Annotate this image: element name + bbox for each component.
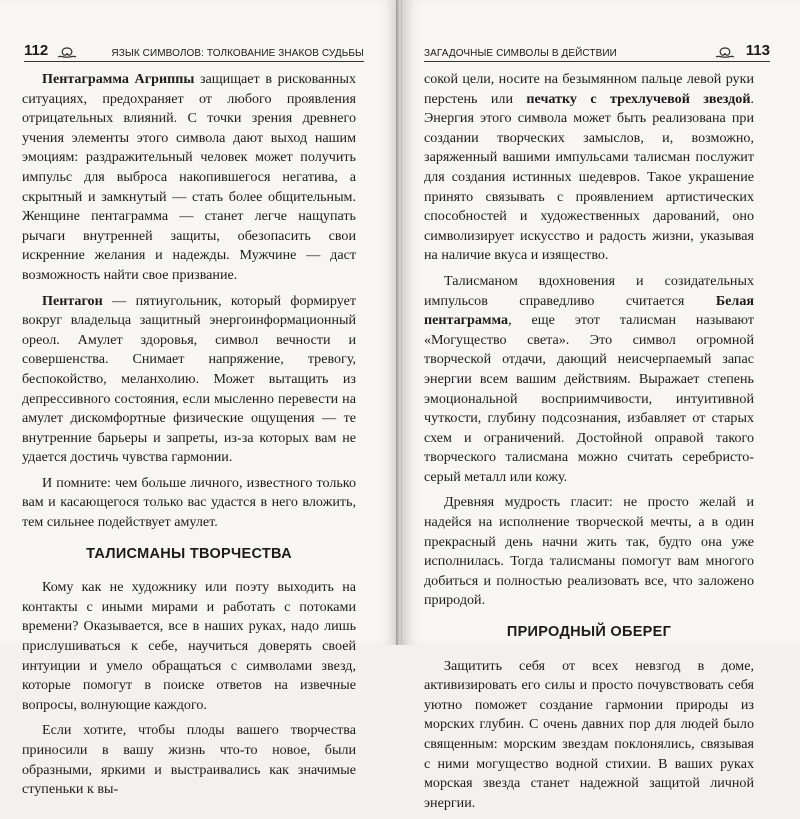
- right-page-header: [424, 42, 770, 62]
- term: Пентаграмма Агриппы: [42, 71, 195, 87]
- paragraph: Талисманом вдохновения и созидательных импульсов справедливо считается Белая пентаграмма, еще этот талисман называют «Могущество света». Это символ огромной творческой отдачи, дающий неисчерпаемый запас энергии всем вашим действиям. Выражает степень эмоциональной восприимчивости, интуитивной чуткости, глубину подсознания, избавляет от старых схем и ограничений. Достойной оправой такого творческого талисмана можно считать серебристо-серый металл или кожу.: [424, 272, 754, 485]
- running-title: ЗАГАДОЧНЫЕ СИМВОЛЫ В ДЕЙСТВИИ: [424, 48, 617, 59]
- paragraph: Древняя мудрость гласит: не просто желай и надейся на исполнение творческой мечты, а в один прекрасный день начни жить так, будто она уже исполнилась. Тогда талисманы помогут вам многого добиться и полностью реализовать все, что заложено природой.: [424, 494, 754, 609]
- ornament-icon: [56, 46, 78, 60]
- left-page-header: [24, 42, 364, 62]
- paragraph: Защитить себя от всех невзгод в доме, активизировать его силы и просто почувствовать себя уютно поможет создание гармонии природы из морских глубин. С очень давних пор для людей было священным: морским звездам поклонялись, связывая с ними могущество водной стихии. В ваших руках морская звезда станет надежной защитой личной энергии.: [424, 657, 754, 811]
- paragraph: Кому как не художнику или поэту выходить на контакты с иными мирами и работать с потоками времени? Оказывается, все в наших руках, надо лишь прислушиваться к себе, научиться доверять своей интуиции и умело обращаться с символами звезд, которые помогут в поиске ответов на извечные вопросы, волнующие каждого.: [22, 579, 356, 713]
- paragraph: сокой цели, носите на безымянном пальце левой руки перстень или печатку с трехлучевой звездой. Энергия этого символа может быть реализована при создании творческих замыслов, и, возможно, заряженный вашими импульсами талисман послужит для создания истинных шедевров. Такое украшение принято связывать с проявлением артистических способностей и художественных дарований, оно символизирует искусство и радость жизни, указывая на наличие вкуса и изящество.: [424, 71, 754, 264]
- paragraph: Пентагон — пятиугольник, который формирует вокруг владельца защитный энергоинформационный ореол. Амулет здоровья, символ вечности и совершенства. Снимает напряжение, тревогу, беспокойство, меланхолию. Может вытащить из депрессивного состояния, если мысленно перевести на амулет дискомфортные физические ощущения — те внутренние барьеры и запреты, из-за которых вам не удается достичь чувства гармонии.: [22, 292, 356, 466]
- section-title: ПРИРОДНЫЙ ОБЕРЕГ: [506, 624, 672, 641]
- header-rule: [24, 61, 364, 62]
- paragraph: Если хотите, чтобы плоды вашего творчества приносили в вашу жизнь что-то новое, были образными, яркими и выстраивались как значимые ступеньки к вы-: [22, 722, 356, 798]
- paragraph: И помните: чем больше личного, известного только вам и касающегося только вас удастся в него вложить, тем сильнее подействует амулет.: [22, 474, 356, 531]
- header-rule: [424, 61, 770, 62]
- page-number: 112: [24, 42, 49, 59]
- page-number: 113: [745, 42, 770, 59]
- left-page: [0, 0, 398, 798]
- paragraph: Пентаграмма Агриппы защищает в рискованных ситуациях, предохраняет от любого проявления отрицательных влияний. С точки зрения древнего учения элементы этого символа дают выход нашим эмоциям: раздражительный человек может получить импульс для выброса накопившегося негатива, а скрытный и замкнутый — стать более общительным. Женщине пентаграмма — станет легче нащупать рычаги внутренней защиты, обезопасить свои искренние желания и надежды. Мужчине — даст возможность найти свое призвание.: [22, 71, 356, 283]
- term: Пентагон: [42, 292, 103, 309]
- term: Белая пентаграмма: [424, 292, 754, 329]
- left-page-text: [22, 70, 356, 806]
- term: печатку с трехлучевой звездой: [526, 90, 751, 107]
- ornament-icon: [714, 46, 736, 60]
- right-page-text: [424, 70, 754, 819]
- running-title: ЯЗЫК СИМВОЛОВ: ТОЛКОВАНИЕ ЗНАКОВ СУДЬБЫ: [111, 48, 364, 59]
- right-page: [402, 0, 800, 811]
- section-title: ТАЛИСМАНЫ ТВОРЧЕСТВА: [86, 545, 292, 562]
